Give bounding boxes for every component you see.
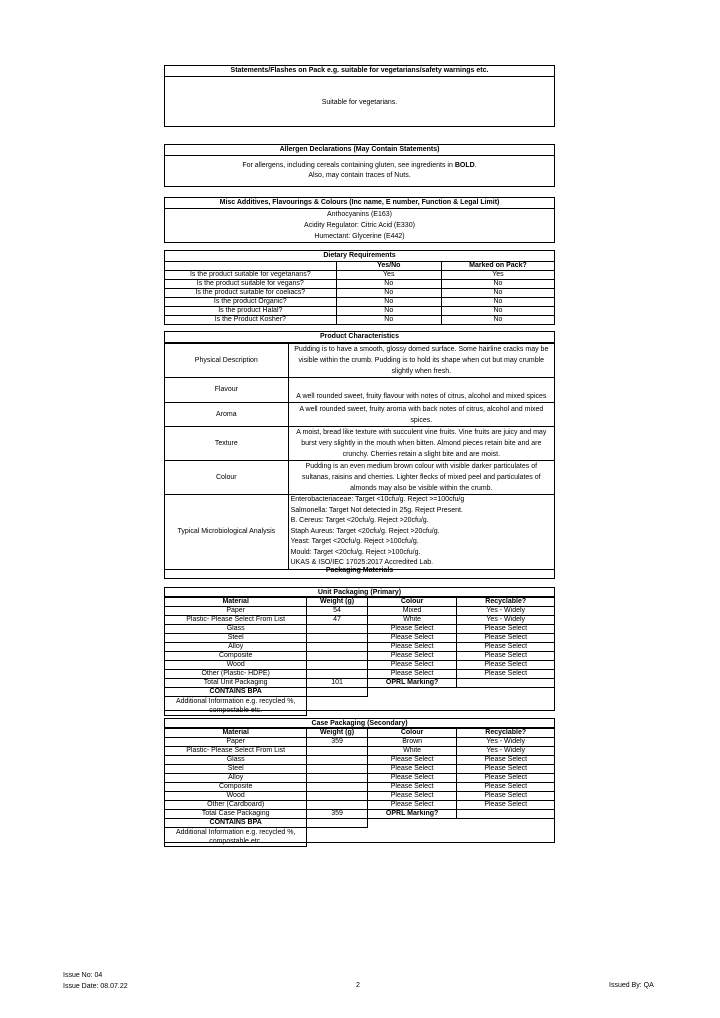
dietary-header-blank [165,262,337,271]
colour-cell[interactable]: White [367,747,457,756]
additional-row [165,828,555,847]
misc-line: Acidity Regulator: Citric Acid (E330) [304,222,415,229]
weight-cell[interactable] [307,774,367,783]
recyclable-cell[interactable]: Yes - Widely [457,738,555,747]
dietary-header-marked: Marked on Pack? [441,262,554,271]
weight-cell[interactable] [307,792,367,801]
micro-line: Enterobacteriaceae: Target <10cfu/g. Reject >=100cfu/g [290,496,465,503]
material-cell: Composite [165,783,307,792]
table-row [165,280,555,289]
characteristic-value: Pudding is to have a smooth, glossy domed surface. Some hairline cracks may be visible within the crumb. Pudding is to hold its shape when cut but may crumble slightly when fresh. [288,344,554,378]
colour-cell[interactable]: Please Select [367,643,457,652]
table-row [165,495,555,570]
material-cell: Steel [165,765,307,774]
total-row [165,679,555,688]
table-row [165,307,555,316]
material-cell: Glass [165,756,307,765]
dietary-marked: Yes [441,271,554,280]
table-row [165,774,555,783]
statements-title: Statements/Flashes on Pack e.g. suitable for vegetarians/safety warnings etc. [165,66,554,77]
table-row [165,427,555,461]
micro-label: Typical Microbiological Analysis [165,495,289,570]
total-value: 101 [307,679,367,688]
recyclable-cell[interactable]: Please Select [457,643,555,652]
table-row [165,607,555,616]
colour-cell[interactable]: White [367,616,457,625]
oprl-value[interactable] [457,810,555,819]
primary-packaging-title: Unit Packaging (Primary) [165,588,554,597]
bpa-value[interactable] [307,688,367,697]
bpa-blank [457,688,555,697]
colour-cell[interactable]: Please Select [367,792,457,801]
dietary-question: Is the product suitable for vegetarians? [165,271,337,280]
weight-cell[interactable] [307,801,367,810]
material-cell: Paper [165,738,307,747]
allergen-line-1-suffix: . [474,162,477,169]
table-row [165,643,555,652]
table-row [165,661,555,670]
micro-line: B. Cereus: Target <20cfu/g. Reject >20cfu/g. [290,517,429,524]
material-cell: Wood [165,792,307,801]
primary-header-row [165,598,555,607]
weight-cell[interactable] [307,765,367,774]
primary-packaging-section [164,587,555,714]
additional-info-value[interactable] [307,697,555,716]
colour-cell[interactable]: Please Select [367,652,457,661]
characteristic-label: Physical Description [165,344,289,378]
material-cell: Glass [165,625,307,634]
dietary-answer: No [336,280,441,289]
weight-cell[interactable] [307,625,367,634]
colour-cell[interactable]: Please Select [367,756,457,765]
bpa-blank [367,819,457,828]
header-recyclable: Recyclable? [457,729,555,738]
dietary-answer: Yes [336,271,441,280]
weight-cell[interactable] [307,634,367,643]
material-cell: Composite [165,652,307,661]
table-row [165,344,555,378]
colour-cell[interactable]: Please Select [367,765,457,774]
weight-cell[interactable] [307,643,367,652]
material-cell: Other (Cardboard) [165,801,307,810]
weight-cell[interactable] [307,783,367,792]
bpa-label: CONTAINS BPA [165,819,307,828]
recyclable-cell[interactable]: Please Select [457,634,555,643]
weight-cell[interactable] [307,747,367,756]
characteristics-title: Product Characteristics [165,332,554,343]
recyclable-cell[interactable]: Please Select [457,774,555,783]
recyclable-cell[interactable]: Please Select [457,801,555,810]
weight-cell[interactable]: 54 [307,607,367,616]
total-value: 359 [307,810,367,819]
table-row [165,792,555,801]
misc-line: Humectant: Glycerine (E442) [314,233,405,240]
table-row [165,316,555,325]
oprl-label: OPRL Marking? [367,679,457,688]
table-row [165,652,555,661]
bpa-blank [457,819,555,828]
dietary-answer: No [336,298,441,307]
recyclable-cell[interactable]: Please Select [457,652,555,661]
micro-line: UKAS & ISO/IEC 17025:2017 Accredited Lab. [290,559,434,566]
issue-number: Issue No: 04 [63,972,103,979]
issue-date: Issue Date: 08.07.22 [63,983,128,990]
micro-line: Salmonella: Target Not detected in 25g. Reject Present. [290,506,463,514]
header-colour: Colour [367,598,457,607]
dietary-title: Dietary Requirements [323,252,396,259]
material-cell: Wood [165,661,307,670]
header-recyclable: Recyclable? [457,598,555,607]
characteristic-value: A moist, bread like texture with succulent vine fruits. Vine fruits are juicy and may burst very slightly in the mouth when bitten. Almond pieces retain bite and are crunchy. Cherries retain a slight bite and are moist. [288,427,554,461]
characteristic-label: Colour [165,461,289,495]
misc-section [164,197,555,243]
material-cell: Other (Plastic- HDPE) [165,670,307,679]
colour-cell[interactable]: Please Select [367,661,457,670]
weight-cell[interactable] [307,652,367,661]
dietary-question: Is the product Organic? [165,298,337,307]
recyclable-cell[interactable]: Yes - Widely [457,616,555,625]
recyclable-cell[interactable]: Please Select [457,670,555,679]
oprl-value[interactable] [457,679,555,688]
misc-title: Misc Additives, Flavourings & Colours (Inc name, E number, Function & Legal Limit) [165,198,554,209]
weight-cell[interactable]: 47 [307,616,367,625]
bpa-blank [367,688,457,697]
dietary-marked: No [441,280,554,289]
dietary-question: Is the product Halal? [165,307,337,316]
colour-cell[interactable]: Please Select [367,625,457,634]
micro-line: Mould: Target <20cfu/g. Reject >100cfu/g. [290,548,421,556]
table-row [165,403,555,427]
recyclable-cell[interactable]: Please Select [457,756,555,765]
additional-info-label: Additional Information e.g. recycled %, compostable etc. [165,697,307,716]
table-row [165,634,555,643]
recyclable-cell[interactable]: Please Select [457,792,555,801]
colour-cell[interactable]: Please Select [367,670,457,679]
allergen-line-1-prefix: For allergens, including cereals containing gluten, see ingredients in [242,162,455,169]
table-row [165,738,555,747]
characteristic-value: A well rounded sweet, fruity flavour with notes of citrus, alcohol and mixed spices [288,378,554,403]
dietary-question: Is the product suitable for coeliacs? [165,289,337,298]
dietary-marked: No [441,298,554,307]
dietary-answer: No [336,307,441,316]
header-weight: Weight (g) [307,598,367,607]
additional-info-label: Additional Information e.g. recycled %, compostable etc. [165,828,307,847]
additional-info-value[interactable] [307,828,555,847]
characteristic-value: Pudding is an even medium brown colour with visible darker particulates of sultanas, raisins and cherries. Lighter flecks of mixed peel and particulates of almonds may also be visible within the crumb. [288,461,554,495]
colour-cell[interactable]: Please Select [367,634,457,643]
issued-by: Issued By: QA [609,982,654,989]
weight-cell[interactable] [307,756,367,765]
colour-cell[interactable]: Brown [367,738,457,747]
material-cell: Steel [165,634,307,643]
characteristic-label: Texture [165,427,289,461]
table-row [165,289,555,298]
material-cell: Paper [165,607,307,616]
header-material: Material [165,729,307,738]
total-row [165,810,555,819]
secondary-packaging-section [164,718,555,843]
header-material: Material [165,598,307,607]
characteristic-value: A well rounded sweet, fruity aroma with back notes of citrus, alcohol and mixed spices. [288,403,554,427]
oprl-label: OPRL Marking? [367,810,457,819]
colour-cell[interactable]: Please Select [367,783,457,792]
table-row [165,783,555,792]
weight-cell[interactable] [307,661,367,670]
table-row [165,461,555,495]
total-label: Total Case Packaging [165,810,307,819]
dietary-header-row [165,262,555,271]
dietary-header-yesno: Yes/No [336,262,441,271]
table-row [165,298,555,307]
recyclable-cell[interactable]: Yes - Widely [457,747,555,756]
header-weight: Weight (g) [307,729,367,738]
allergen-bold-word: BOLD [454,162,475,169]
characteristics-table [164,343,555,570]
weight-cell[interactable]: 359 [307,738,367,747]
colour-cell[interactable]: Mixed [367,607,457,616]
material-cell: Plastic- Please Select From List [165,747,307,756]
statements-section [164,65,555,127]
dietary-question: Is the product suitable for vegans? [165,280,337,289]
characteristic-label: Aroma [165,403,289,427]
table-row [165,670,555,679]
recyclable-cell[interactable]: Yes - Widely [457,607,555,616]
bpa-row [165,819,555,828]
weight-cell[interactable] [307,670,367,679]
bpa-label: CONTAINS BPA [165,688,307,697]
page-number: 2 [356,982,360,989]
table-row [165,765,555,774]
material-cell: Alloy [165,643,307,652]
secondary-packaging-table [164,728,555,847]
dietary-table [164,261,555,325]
table-row [165,378,555,403]
table-row [165,625,555,634]
allergen-line-2: Also, may contain traces of Nuts. [308,172,411,179]
material-cell: Plastic- Please Select From List [165,616,307,625]
micro-line: Staph Aureus: Target <20cfu/g. Reject >20cfu/g. [290,527,440,535]
packaging-title: Packaging Materials [325,567,394,574]
micro-values [288,495,554,570]
table-row [165,801,555,810]
primary-packaging-table [164,597,555,716]
colour-cell[interactable]: Please Select [367,801,457,810]
allergen-section [164,144,555,187]
statements-text: Suitable for vegetarians. [321,99,398,106]
characteristic-label: Flavour [165,378,289,403]
characteristics-section [164,331,555,579]
table-row [165,747,555,756]
material-cell: Alloy [165,774,307,783]
table-row [165,756,555,765]
micro-line: Yeast: Target <20cfu/g. Reject >100cfu/g. [290,538,419,545]
misc-line: Anthocyanins (E163) [327,211,392,218]
secondary-packaging-title: Case Packaging (Secondary) [165,719,554,728]
header-colour: Colour [367,729,457,738]
dietary-marked: No [441,307,554,316]
secondary-header-row [165,729,555,738]
allergen-line-1 [165,161,554,171]
total-label: Total Unit Packaging [165,679,307,688]
bpa-value[interactable] [307,819,367,828]
recyclable-cell[interactable]: Please Select [457,625,555,634]
dietary-answer: No [336,316,441,325]
table-row [165,616,555,625]
recyclable-cell[interactable]: Please Select [457,783,555,792]
dietary-answer: No [336,289,441,298]
dietary-section [164,250,555,323]
dietary-marked: No [441,289,554,298]
colour-cell[interactable]: Please Select [367,774,457,783]
recyclable-cell[interactable]: Please Select [457,661,555,670]
additional-row [165,697,555,716]
dietary-question: Is the Product Kosher? [165,316,337,325]
recyclable-cell[interactable]: Please Select [457,765,555,774]
bpa-row [165,688,555,697]
allergen-title: Allergen Declarations (May Contain Statements) [165,145,554,156]
table-row [165,271,555,280]
dietary-marked: No [441,316,554,325]
